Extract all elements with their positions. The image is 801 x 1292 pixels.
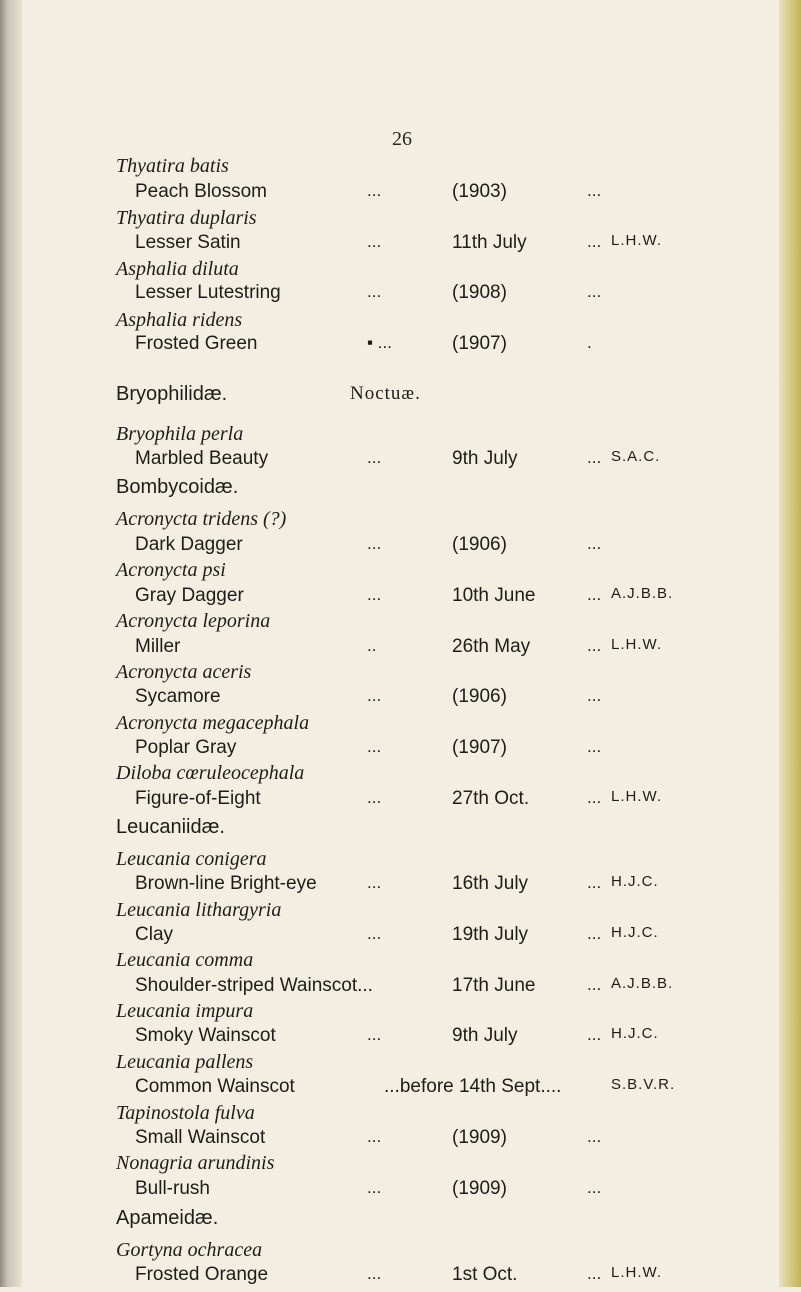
record-row [0, 686, 801, 714]
species-latin-row [0, 762, 801, 790]
record-row [0, 282, 801, 310]
record-date: 10th June [452, 585, 536, 606]
common-name: Gray Dagger [135, 585, 244, 606]
record-date: ...before 14th Sept.... [384, 1076, 562, 1097]
common-name: Shoulder-striped Wainscot... [135, 975, 373, 996]
species-latin-row [0, 559, 801, 587]
leader-dots: ... [587, 873, 602, 892]
recorder-initials: L.H.W. [611, 1264, 663, 1281]
leader-dots: ... [367, 585, 382, 604]
latin-name: Leucania comma [116, 949, 254, 971]
latin-name: Leucania pallens [116, 1051, 254, 1073]
leader-dots: ... [587, 788, 602, 807]
leader-dots: ... [587, 686, 602, 705]
common-name: Dark Dagger [135, 534, 243, 555]
leader-dots: ... [367, 1025, 382, 1044]
species-latin-row [0, 610, 801, 638]
leader-dots: ... [587, 1264, 602, 1283]
record-date: 19th July [452, 924, 529, 945]
family-heading: Bryophilidæ. [116, 383, 228, 405]
record-row [0, 636, 801, 664]
latin-name: Acronycta leporina [116, 610, 271, 632]
common-name: Lesser Satin [135, 232, 241, 253]
leader-dots: ... [587, 232, 602, 251]
record-row [0, 1127, 801, 1155]
latin-name: Acronycta psi [116, 559, 226, 581]
record-date: 1st Oct. [452, 1264, 518, 1285]
leader-dots: ... [587, 737, 602, 756]
leader-dots: ... [587, 534, 602, 553]
latin-name: Acronycta aceris [116, 661, 252, 683]
common-name: Bull-rush [135, 1178, 210, 1199]
recorder-initials: A.J.B.B. [611, 585, 674, 602]
latin-name: Acronycta tridens (?) [116, 508, 287, 530]
common-name: Marbled Beauty [135, 448, 269, 469]
recorder-initials: A.J.B.B. [611, 975, 674, 992]
record-row [0, 788, 801, 816]
record-date: (1909) [452, 1127, 507, 1148]
common-name: Peach Blossom [135, 181, 268, 202]
common-name: Smoky Wainscot [135, 1025, 276, 1046]
common-name: Frosted Green [135, 333, 258, 354]
species-latin-row [0, 661, 801, 689]
common-name: Small Wainscot [135, 1127, 266, 1148]
latin-name: Bryophila perla [116, 423, 244, 445]
leader-dots: ... [367, 788, 382, 807]
common-name: Figure-of-Eight [135, 788, 261, 809]
record-row [0, 975, 801, 1003]
common-name: Clay [135, 924, 174, 945]
family-heading-row [0, 1207, 801, 1235]
species-latin-row [0, 508, 801, 536]
species-latin-row [0, 1000, 801, 1028]
record-row [0, 333, 801, 361]
record-row [0, 232, 801, 260]
leader-dots: ... [367, 737, 382, 756]
record-date: (1908) [452, 282, 507, 303]
record-row [0, 737, 801, 765]
record-row [0, 1076, 801, 1104]
species-latin-row [0, 1102, 801, 1130]
family-heading: Bombycoidæ. [116, 476, 239, 498]
common-name: Brown-line Bright-eye [135, 873, 317, 894]
record-row [0, 1025, 801, 1053]
species-latin-row [0, 1152, 801, 1180]
leader-dots: ... [367, 181, 382, 200]
leader-dots: ... [587, 181, 602, 200]
species-latin-row [0, 899, 801, 927]
record-row [0, 873, 801, 901]
family-heading-row [0, 476, 801, 504]
record-row [0, 1178, 801, 1206]
species-latin-row [0, 207, 801, 235]
record-row [0, 534, 801, 562]
family-heading: Apameidæ. [116, 1207, 219, 1229]
leader-dots: ... [367, 686, 382, 705]
group-heading-noctuae: Noctuæ. [350, 383, 421, 404]
latin-name: Diloba cœruleocephala [116, 762, 305, 784]
common-name: Frosted Orange [135, 1264, 269, 1285]
latin-name: Leucania impura [116, 1000, 254, 1022]
family-heading-row [0, 383, 801, 411]
latin-name: Acronycta megacephala [116, 712, 310, 734]
common-name: Sycamore [135, 686, 221, 707]
leader-dots: ... [367, 873, 382, 892]
leader-dots: ... [587, 1178, 602, 1197]
latin-name: Asphalia diluta [116, 258, 239, 280]
species-latin-row [0, 712, 801, 740]
leader-dots: ... [367, 534, 382, 553]
leader-dots: . [587, 333, 592, 352]
record-row [0, 585, 801, 613]
leader-dots: ... [587, 1025, 602, 1044]
latin-name: Thyatira batis [116, 155, 229, 177]
leader-dots: ... [587, 282, 602, 301]
leader-dots: ... [587, 1127, 602, 1146]
record-date: (1909) [452, 1178, 507, 1199]
leader-dots: ... [587, 975, 602, 994]
recorder-initials: H.J.C. [611, 924, 659, 941]
latin-name: Nonagria arundinis [116, 1152, 275, 1174]
latin-name: Gortyna ochracea [116, 1239, 263, 1261]
species-latin-row [0, 1239, 801, 1267]
recorder-initials: H.J.C. [611, 873, 659, 890]
record-row [0, 181, 801, 209]
species-latin-row [0, 155, 801, 183]
latin-name: Asphalia ridens [116, 309, 243, 331]
species-latin-row [0, 949, 801, 977]
leader-dots: .. [367, 636, 377, 655]
leader-dots: ... [367, 924, 382, 943]
record-date: 26th May [452, 636, 531, 657]
recorder-initials: L.H.W. [611, 636, 663, 653]
leader-dots: ... [367, 232, 382, 251]
leader-dots: ▪ ... [367, 333, 392, 352]
latin-name: Leucania conigera [116, 848, 267, 870]
record-date: (1906) [452, 534, 507, 555]
recorder-initials: S.A.C. [611, 448, 661, 465]
leader-dots: ... [367, 282, 382, 301]
record-row [0, 1264, 801, 1292]
record-date: 9th July [452, 448, 518, 469]
leader-dots: ... [587, 924, 602, 943]
record-row [0, 448, 801, 476]
family-heading: Leucaniidæ. [116, 816, 225, 838]
latin-name: Tapinostola fulva [116, 1102, 255, 1124]
recorder-initials: H.J.C. [611, 1025, 659, 1042]
family-heading-row [0, 816, 801, 844]
leader-dots: ... [367, 1178, 382, 1197]
record-date: 9th July [452, 1025, 518, 1046]
record-date: (1903) [452, 181, 507, 202]
leader-dots: ... [367, 448, 382, 467]
record-date: 16th July [452, 873, 529, 894]
common-name: Common Wainscot [135, 1076, 295, 1097]
latin-name: Thyatira duplaris [116, 207, 257, 229]
common-name: Miller [135, 636, 181, 657]
species-latin-row [0, 848, 801, 876]
record-date: (1907) [452, 333, 507, 354]
leader-dots: ... [587, 448, 602, 467]
species-latin-row [0, 1051, 801, 1079]
recorder-initials: S.B.V.R. [611, 1076, 676, 1093]
record-date: (1907) [452, 737, 507, 758]
leader-dots: ... [367, 1127, 382, 1146]
latin-name: Leucania lithargyria [116, 899, 282, 921]
record-row [0, 924, 801, 952]
recorder-initials: L.H.W. [611, 788, 663, 805]
recorder-initials: L.H.W. [611, 232, 663, 249]
record-date: 17th June [452, 975, 536, 996]
record-date: (1906) [452, 686, 507, 707]
record-date: 27th Oct. [452, 788, 530, 809]
record-date: 11th July [452, 232, 527, 253]
common-name: Poplar Gray [135, 737, 237, 758]
species-latin-row [0, 423, 801, 451]
leader-dots: ... [587, 636, 602, 655]
page-number: 26 [392, 128, 412, 150]
common-name: Lesser Lutestring [135, 282, 281, 303]
leader-dots: ... [587, 585, 602, 604]
leader-dots: ... [367, 1264, 382, 1283]
